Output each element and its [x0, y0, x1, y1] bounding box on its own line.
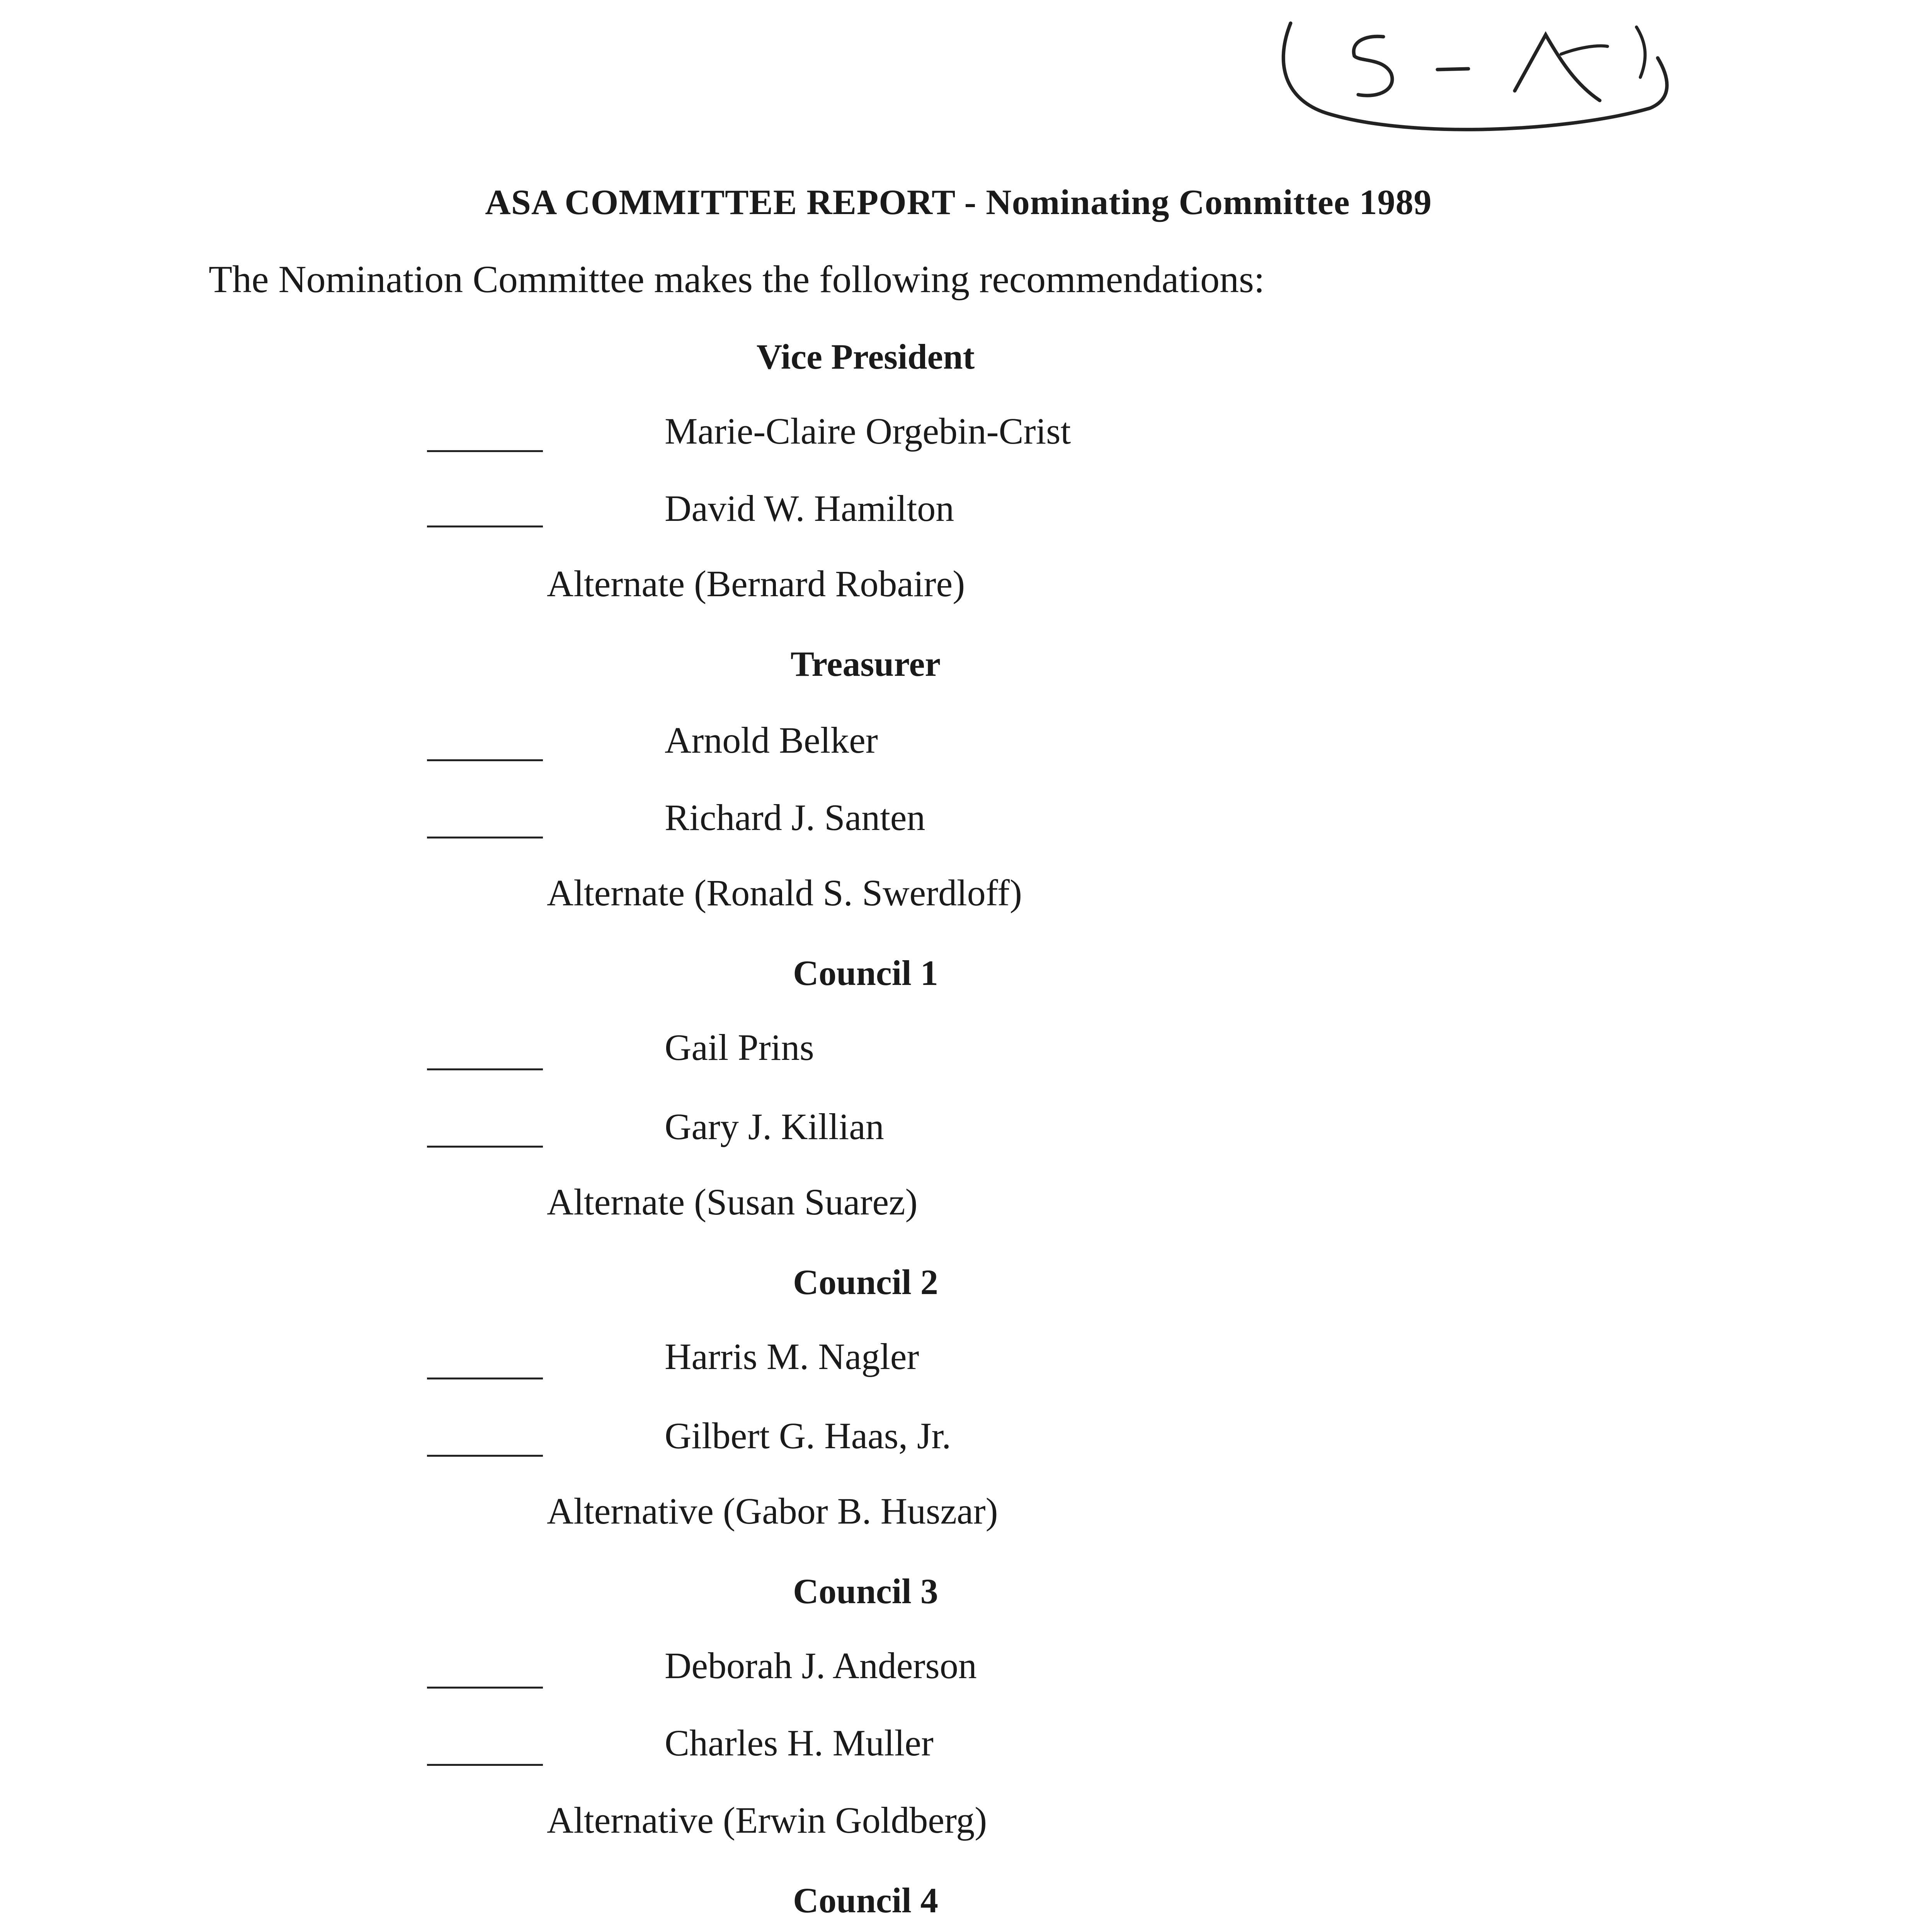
vote-blank [427, 526, 543, 527]
alternate-name: Alternative (Erwin Goldberg) [547, 1799, 987, 1841]
candidate-name: Marie-Claire Orgebin-Crist [665, 410, 1071, 452]
candidate-name: Gilbert G. Haas, Jr. [665, 1415, 951, 1456]
alternate-name: Alternate (Susan Suarez) [547, 1181, 918, 1223]
section-heading-council-1: Council 1 [793, 953, 938, 993]
report-title: ASA COMMITTEE REPORT - Nominating Committee 1989 [485, 182, 1432, 222]
section-heading-vice-president: Vice President [756, 337, 975, 376]
candidate-name: Harris M. Nagler [665, 1336, 919, 1377]
vote-blank [427, 450, 543, 452]
section-heading-treasurer: Treasurer [790, 644, 941, 684]
candidate-name: Deborah J. Anderson [665, 1645, 977, 1686]
vote-blank [427, 837, 543, 838]
section-heading-council-4: Council 4 [793, 1881, 938, 1920]
candidate-name: David W. Hamilton [665, 488, 954, 529]
candidate-name: Charles H. Muller [665, 1722, 934, 1764]
vote-blank [427, 1378, 543, 1379]
section-heading-council-2: Council 2 [793, 1262, 938, 1302]
alternate-name: Alternate (Ronald S. Swerdloff) [547, 872, 1022, 913]
intro-text: The Nomination Committee makes the following recommendations: [209, 258, 1265, 301]
vote-blank [427, 1146, 543, 1148]
candidate-name: Gary J. Killian [665, 1106, 884, 1147]
alternate-name: Alternate (Bernard Robaire) [547, 563, 965, 604]
vote-blank [427, 1687, 543, 1689]
candidate-name: Richard J. Santen [665, 797, 925, 838]
alternate-name: Alternative (Gabor B. Huszar) [547, 1490, 998, 1532]
vote-blank [427, 1455, 543, 1457]
handwritten-annotation [1267, 15, 1677, 178]
vote-blank [427, 1764, 543, 1766]
vote-blank [427, 1068, 543, 1070]
candidate-name: Arnold Belker [665, 719, 878, 761]
candidate-name: Gail Prins [665, 1027, 814, 1068]
section-heading-council-3: Council 3 [793, 1571, 938, 1611]
vote-blank [427, 759, 543, 761]
